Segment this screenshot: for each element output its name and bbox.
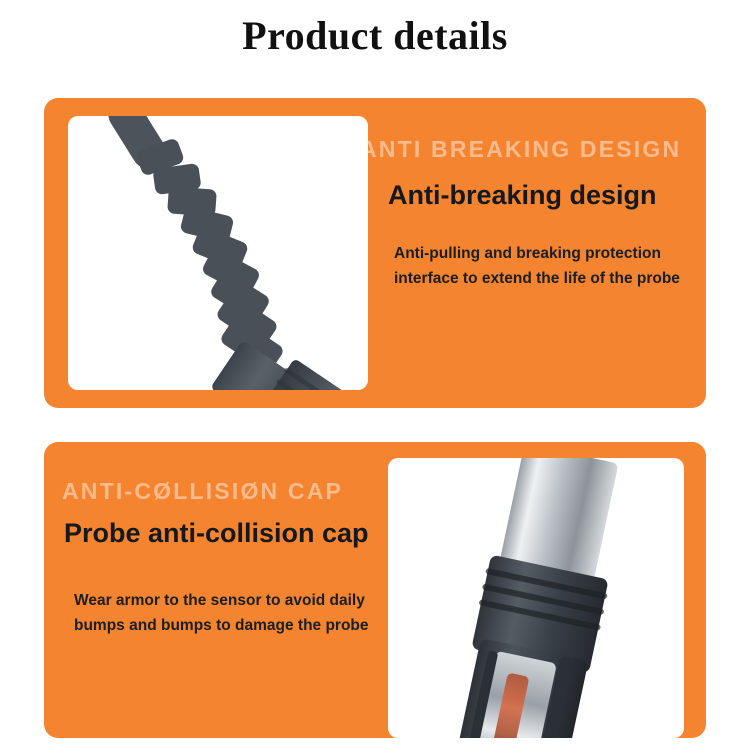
feature-card-anti-collision xyxy=(44,442,706,738)
ghost-heading-anti-collision: ANTI-CØLLISIØN CAP xyxy=(62,478,344,504)
body-anti-collision: Wear armor to the sensor to avoid daily bumps and bumps to damage the probe xyxy=(74,592,369,634)
card-one-text-block xyxy=(44,98,706,408)
card-two-text-block xyxy=(44,442,706,738)
heading-anti-collision: Probe anti-collision cap xyxy=(64,518,369,548)
ghost-heading-anti-breaking: ANTI BREAKING DESIGN xyxy=(360,136,682,162)
feature-card-anti-breaking xyxy=(44,98,706,408)
body-anti-breaking: Anti-pulling and breaking protection interface to extend the life of the probe xyxy=(394,245,680,287)
heading-anti-breaking: Anti-breaking design xyxy=(388,180,657,210)
page-title: Product details xyxy=(242,13,508,58)
